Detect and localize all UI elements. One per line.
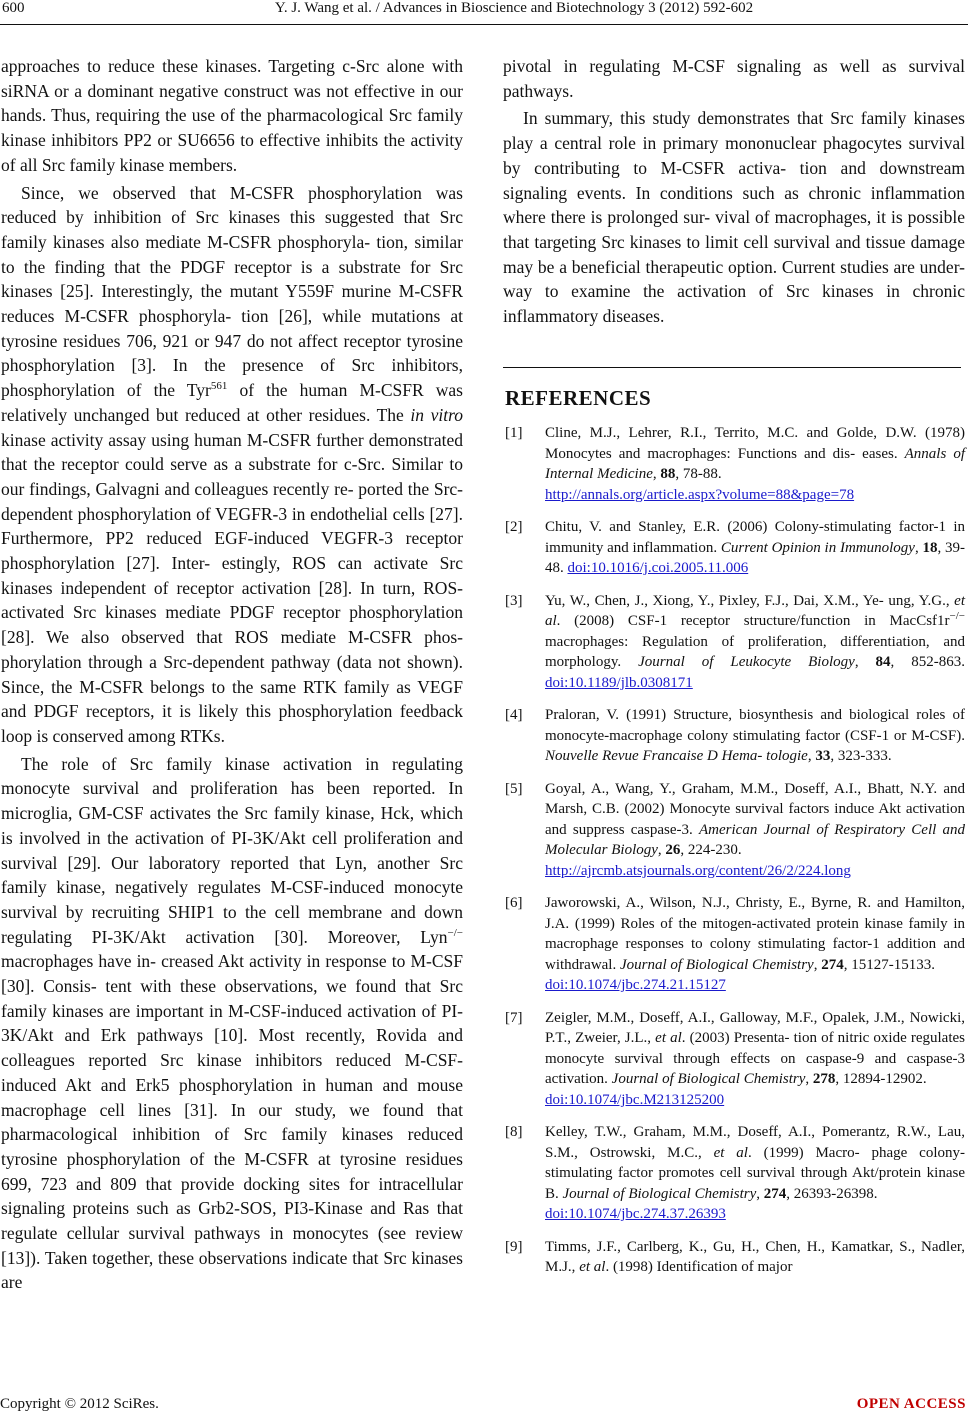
reference-item: [503, 1008, 965, 1111]
reference-sep: ,: [652, 466, 661, 483]
reference-pages: , 78-88.: [675, 466, 722, 483]
reference-sep: ,: [813, 956, 822, 973]
text-run: The role of Src family kinase activation in regulating monocyte survival and proliferation has been reported. In microglia, GM-CSF activates the Src family kinase, Hck, which is involved in the activation of PI-3K/Akt cell proliferation and survival [29]. Our laboratory reported that Lyn, another Src family kinase, negatively regulates M-CSF-induced monocyte survival by recruiting SHIP1 to the cell membrane and down regulating PI-3K/Akt activation [30]. Moreover, Lyn: [1, 753, 463, 947]
reference-number: [5]: [505, 780, 523, 797]
reference-item: [503, 591, 965, 694]
reference-item: [503, 779, 965, 882]
reference-journal: Journal of Biological Chemistry: [619, 956, 814, 973]
reference-number: [6]: [505, 895, 523, 912]
reference-pages: , 224-230.: [680, 842, 742, 859]
body-paragraph: In summary, this study demonstrates that Src family kinases play a central role in primary mononuclear phagocytes survival by contributing to M-CSFR activa- tion and downstream signaling events. In conditions such as chronic inflammation where there is prolonged sur- vival of macrophages, it is possible that targeting Src kinases to limit cell survival and tissue damage may be a beneficial therapeutic option. Current studies are under- way to examine the activation of Src kinases in chronic inflammatory diseases.: [503, 108, 965, 327]
reference-link[interactable]: doi:10.1074/jbc.M213125200: [545, 1091, 725, 1108]
reference-text: . (1999) Macro- phage colony-stimulating factor promotes cell survival through Akt/protein kinase B.: [545, 1144, 965, 1202]
reference-item: [503, 423, 965, 505]
reference-sep: ,: [807, 748, 816, 765]
copyright-notice: Copyright © 2012 SciRes.: [0, 1396, 159, 1412]
reference-volume: 18: [922, 539, 938, 556]
reference-text: Cline, M.J., Lehrer, R.I., Territo, M.C. and Golde, D.W. (1978) Monocytes and macrophages: Functions and dis- eases.: [545, 425, 965, 462]
reference-text: Yu, W., Chen, J., Xiong, Y., Pixley, F.J., Dai, X.M., Ye- ung, Y.G.,: [545, 592, 955, 609]
italic-term: in vitro: [410, 404, 463, 425]
reference-text: . (2003) Presenta- tion of nitric oxide regulates monocyte survival through effects on caspase-9 and caspase-3 activation.: [545, 1030, 965, 1088]
reference-text: Praloran, V. (1991) Structure, biosynthesis and biological roles of monocyte-macrophage colony stimulating factor (CSF-1 or M-CSF).: [545, 707, 965, 744]
open-access-label: OPEN ACCESS: [856, 1396, 966, 1412]
text-run: of the human M-CSFR was relatively unchanged but reduced at other residues. The: [1, 380, 463, 425]
header-rule: [0, 24, 968, 25]
text-run: macrophages have in- creased Akt activity in response to M-CSF [30]. Consis- tent with these observations, we found that Src family kinases are important in M-CSF-induced activation of PI-3K/Akt and Erk pathways [10]. Most recently, Rovida and colleagues reported Src kinase inhibitors reduced M-CSF-induced Akt and Erk5 phosphorylation in human and mouse macrophage cell lines [31]. In our study, we found that pharmacological inhibition of Src family kinases reduced tyrosine phosphorylation of the M-CSFR at tyrosine residues 699, 723 and 809 that provide docking sites for intracellular signaling proteins such as Grb2-SOS, PI3-Kinase and Ras that regulate cellular survival pathways in monocytes (see review [13]). Taken together, these observations indicate that Src kinases are: [1, 951, 463, 1293]
reference-text: Goyal, A., Wang, Y., Graham, M.M., Doseff, A.I., Bhatt, N.Y. and Marsh, C.B. (2002) Monocyte survival factors induce Akt activation and suppress caspase-3.: [545, 780, 965, 838]
body-paragraph: pivotal in regulating M-CSF signaling as well as survival pathways.: [503, 56, 965, 101]
reference-journal: American Journal of Respiratory Cell and Molecular Biology: [545, 821, 966, 859]
reference-text: Timms, J.F., Carlberg, K., Gu, H., Chen, H., Kamatkar, S., Nadler, M.J.,: [545, 1238, 965, 1276]
text-run: kinase activity assay using human M-CSFR further demonstrated that the receptor could serve as a substrate for c-Src. Similar to our findings, Galvagni and colleagues recently re- ported the Src-dependent phosphorylation of VEGFR-3 in endothelial cells [27]. Furthermore, PP2 reduced EGF-induced VEGFR-3 receptor phosphorylation [27]. Inter- estingly, ROS can activate Src kinases independent of receptor activation [28]. In turn, ROS-activated Src kinases mediate PDGF receptor phosphorylation [28]. We also observed that ROS mediate M-CSFR phos- phorylation through a Src-dependent pathway (data not shown). Since, the M-CSFR belongs to the same RTK family as VEGF and PDGF receptors, it is likely this phosphorylation feedback loop is conserved among RTKs.: [1, 429, 463, 746]
reference-text: Jaworowski, A., Wilson, N.J., Christy, E., Byrne, R. and Hamilton, J.A. (1999) Roles of the mitogen-activated protein kinase family in macrophage responses to colony stimulating factor-1 addition and withdrawal.: [545, 895, 965, 973]
reference-sep: ,: [756, 1185, 764, 1202]
reference-volume: 274: [763, 1185, 787, 1202]
right-column: [503, 54, 965, 1290]
reference-item: [503, 517, 965, 579]
reference-pages: , 852-863.: [890, 654, 966, 671]
reference-volume: 26: [665, 842, 681, 859]
reference-text: . (2008) CSF-1 receptor structure/function in MacCsf1r: [556, 613, 950, 630]
reference-link[interactable]: doi:10.1074/jbc.274.37.26393: [545, 1206, 726, 1223]
reference-journal: Journal of Biological Chemistry: [611, 1071, 806, 1088]
superscript: 561: [210, 380, 228, 393]
reference-volume: 84: [875, 654, 891, 671]
reference-number: [8]: [505, 1124, 523, 1141]
reference-etal: et al: [713, 1144, 748, 1161]
reference-pages: , 26393-26398.: [786, 1185, 878, 1202]
reference-text: Chitu, V. and Stanley, E.R. (2006) Colony-stimulating factor-1 in immunity and inflammation.: [545, 519, 965, 556]
reference-number: [2]: [505, 519, 523, 536]
section-divider: [503, 367, 961, 368]
reference-text: Kelley, T.W., Graham, M.M., Doseff, A.I., Pomerantz, R.W., Lau, S.M., Ostrowski, M.C.,: [545, 1124, 965, 1161]
reference-link[interactable]: doi:10.1189/jlb.0308171: [545, 674, 693, 691]
left-column: [1, 54, 463, 1295]
reference-item: [503, 705, 965, 767]
reference-pages: , 39-48.: [545, 539, 965, 577]
reference-item: [503, 893, 965, 996]
body-paragraph: [1, 181, 463, 749]
reference-text: macrophages: Regulation of proliferation, differentiation, and morphology.: [545, 633, 965, 671]
reference-volume: 88: [660, 466, 676, 483]
reference-volume: 278: [812, 1071, 836, 1088]
reference-pages: , 323-333.: [830, 748, 892, 765]
reference-number: [7]: [505, 1009, 523, 1026]
reference-journal: Annals of Internal Medicine: [545, 445, 965, 483]
running-head: Y. J. Wang et al. / Advances in Bioscience and Biotechnology 3 (2012) 592-602: [274, 0, 754, 16]
reference-journal: Journal of Leukocyte Biology: [638, 654, 855, 671]
reference-sep: ,: [657, 842, 666, 859]
reference-sep: ,: [854, 654, 876, 671]
reference-text: Zeigler, M.M., Doseff, A.I., Galloway, M.F., Opalek, J.M., Nowicki, P.T., Zweier, J.L.,: [545, 1009, 965, 1047]
body-paragraph: approaches to reduce these kinases. Targeting c-Src alone with siRNA or a dominant negative construct was not effective in our hands. Thus, requiring the use of the pharmacological Src family kinase inhibitors PP2 or SU6656 to effective inhibits the activity of all Src family kinase members.: [1, 56, 463, 175]
superscript: −/−: [447, 926, 463, 939]
reference-item: [503, 1237, 965, 1278]
reference-link[interactable]: http://annals.org/article.aspx?volume=88&page=78: [545, 486, 855, 503]
reference-etal: et al: [655, 1030, 682, 1047]
reference-number: [9]: [505, 1238, 523, 1255]
reference-pages: , 15127-15133.: [843, 956, 935, 973]
body-paragraph: [1, 752, 463, 1295]
reference-journal: Nouvelle Revue Francaise D Hema- tologie: [545, 748, 808, 765]
reference-journal: Journal of Biological Chemistry: [562, 1185, 757, 1202]
reference-item: [503, 1122, 965, 1225]
reference-volume: 33: [815, 748, 831, 765]
reference-link[interactable]: doi:10.1016/j.coi.2005.11.006: [567, 560, 749, 577]
reference-sep: ,: [805, 1071, 813, 1088]
page-number: 600: [2, 0, 25, 16]
superscript: −/−: [949, 610, 965, 623]
reference-sep: ,: [914, 539, 923, 556]
reference-link[interactable]: http://ajrcmb.atsjournals.org/content/26/2/224.long: [545, 862, 851, 879]
reference-number: [1]: [505, 425, 523, 442]
reference-pages: , 12894-12902.: [835, 1071, 927, 1088]
reference-etal: et al: [545, 592, 965, 630]
reference-etal: et al: [579, 1259, 606, 1276]
reference-number: [4]: [505, 707, 523, 724]
reference-link[interactable]: doi:10.1074/jbc.274.21.15127: [545, 977, 726, 994]
reference-volume: 274: [821, 956, 844, 973]
reference-number: [3]: [505, 592, 523, 609]
reference-text: . (1998) Identification of major: [605, 1259, 793, 1276]
references-heading: REFERENCES: [505, 385, 652, 410]
text-run: Since, we observed that M-CSFR phosphorylation was reduced by inhibition of Src kinases this suggested that Src family kinases also mediate M-CSFR phosphoryla- tion, similar to the finding that the PDGF receptor is a substrate for Src kinases [25]. Interestingly, the mutant Y559F murine M-CSFR reduces M-CSFR phosphoryla- tion [26], while mutations at tyrosine residues 706, 921 or 947 do not affect receptor tyrosine phosphorylation [3]. In the presence of Src inhibitors, phosphorylation of the Tyr: [1, 182, 463, 401]
reference-journal: Current Opinion in Immunology: [720, 539, 915, 556]
